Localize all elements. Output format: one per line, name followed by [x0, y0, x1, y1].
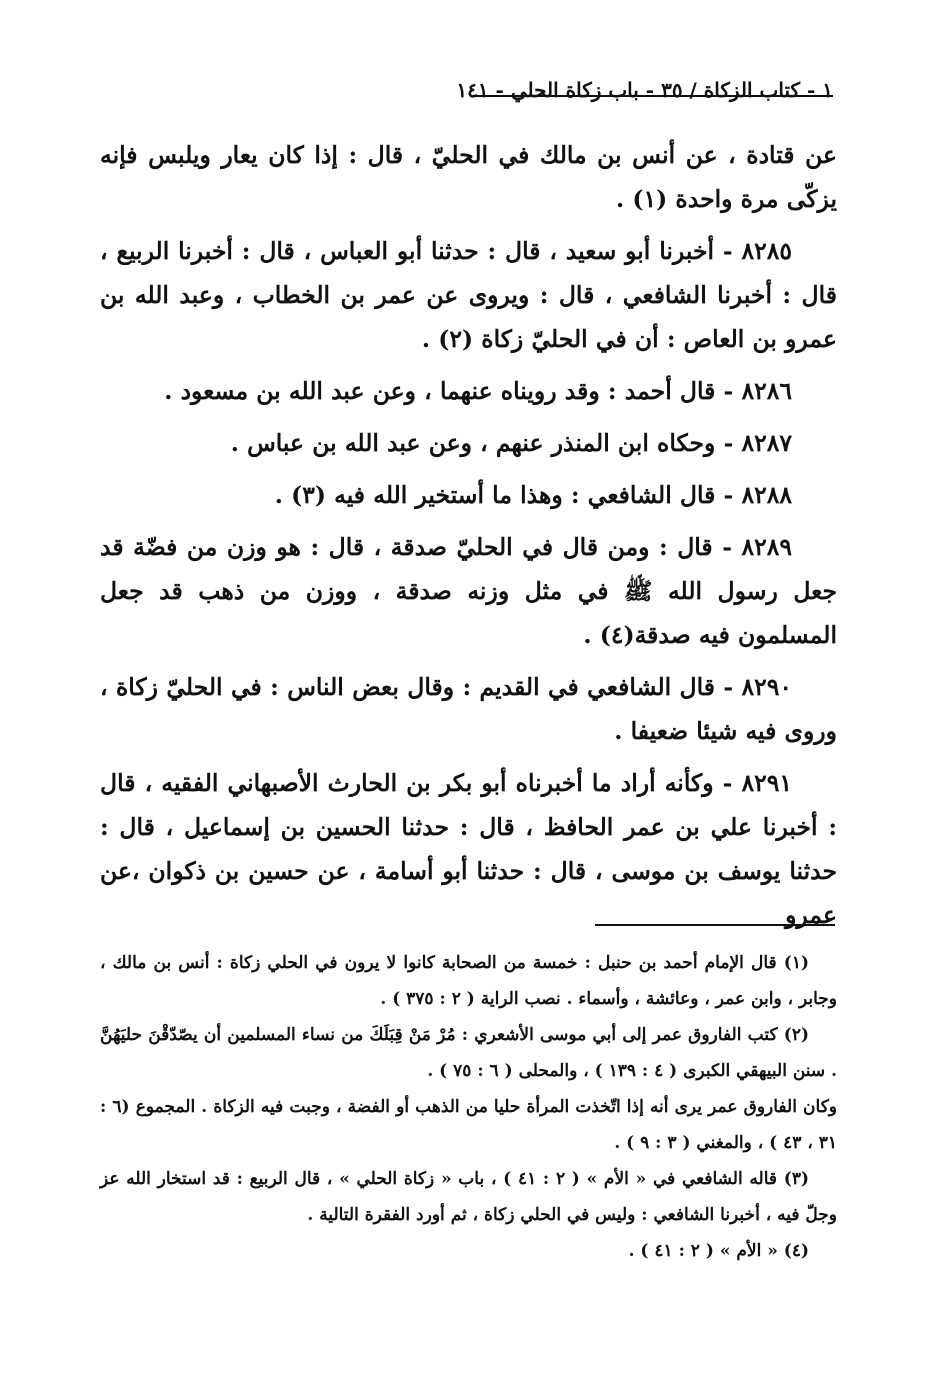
running-title: ١ - كتاب الزكاة / ٣٥ - باب زكاة الحلي - ١٤١	[456, 78, 833, 102]
footnotes	[100, 945, 837, 1269]
header-rule	[470, 95, 833, 97]
paragraph: ٨٢٩١ - وكأنه أراد ما أخبرناه أبو بكر بن الحارث الأصبهاني الفقيه ، قال : أخبرنا علي بن عمر الحافظ ، قال : حدثنا الحسين بن إسماعيل ، قال : حدثنا يوسف بن موسى ، قال : حدثنا أبو أسامة ، عن حسين بن ذكوان ،عن عمرو	[100, 769, 837, 929]
paragraph: ٨٢٨٨ - قال الشافعي : وهذا ما أستخير الله فيه (٣) .	[274, 481, 792, 509]
paragraph: عن قتادة ، عن أنس بن مالك في الحليّ ، قال : إذا كان يعار ويلبس فإنه يزكّى مرة واحدة (١) .	[100, 141, 837, 213]
paragraph: ٨٢٨٦ - قال أحمد : وقد رويناه عنهما ، وعن عبد الله بن مسعود .	[164, 377, 792, 405]
footnote: وكان الفاروق عمر يرى أنه إذا اتّخذت المرأة حليا من الذهب أو الفضة ، وجبت فيه الزكاة . المجموع (٦ : ٣١ ، ٤٣ ) ، والمغني ( ٣ : ٩ ) .	[100, 1097, 837, 1153]
footnote: (٣) قاله الشافعي في « الأم » ( ٢ : ٤١ ) ، باب « زكاة الحلي » ، قال الربيع : قد استخار الله عز وجلّ فيه ، أخبرنا الشافعي : وليس في الحلي زكاة ، ثم أورد الفقرة التالية .	[100, 1169, 837, 1225]
footnote: (١) قال الإمام أحمد بن حنبل : خمسة من الصحابة كانوا لا يرون في الحلي زكاة : أنس بن مالك ، وجابر ، وابن عمر ، وعائشة ، وأسماء . نصب الراية ( ٢ : ٣٧٥ ) .	[100, 953, 837, 1009]
paragraph: ٨٢٨٧ - وحكاه ابن المنذر عنهم ، وعن عبد الله بن عباس .	[230, 429, 792, 457]
paragraph: ٨٢٨٩ - قال : ومن قال في الحليّ صدقة ، قال : هو وزن من فضّة قد جعل رسول الله ﷺ في مثل وزنه صدقة ، ووزن من ذهب قد جعل المسلمون فيه صدقة(٤) .	[100, 533, 837, 649]
footnote: (٢) كتب الفاروق عمر إلى أبي موسى الأشعري : مُرْ مَنْ قِبَلَكَ من نساء المسلمين أن يصّدّقْنَ حليَهُنَّ . سنن البيهقي الكبرى ( ٤ : ١٣٩ ) ، والمحلى ( ٦ : ٧٥ ) .	[100, 1025, 837, 1081]
page-header	[0, 78, 943, 118]
paragraph: ٨٢٩٠ - قال الشافعي في القديم : وقال بعض الناس : في الحليّ زكاة ، وروى فيه شيئا ضعيفا .	[100, 673, 837, 745]
footnote: (٤) « الأم » ( ٢ : ٤١ ) .	[628, 1241, 809, 1261]
main-text	[100, 133, 837, 945]
footnote-divider	[595, 924, 835, 926]
paragraph: ٨٢٨٥ - أخبرنا أبو سعيد ، قال : حدثنا أبو العباس ، قال : أخبرنا الربيع ، قال : أخبرنا الشافعي ، قال : ويروى عن عمر بن الخطاب ، وعبد الله بن عمرو بن العاص : أن في الحليّ زكاة (٢) .	[100, 237, 837, 353]
